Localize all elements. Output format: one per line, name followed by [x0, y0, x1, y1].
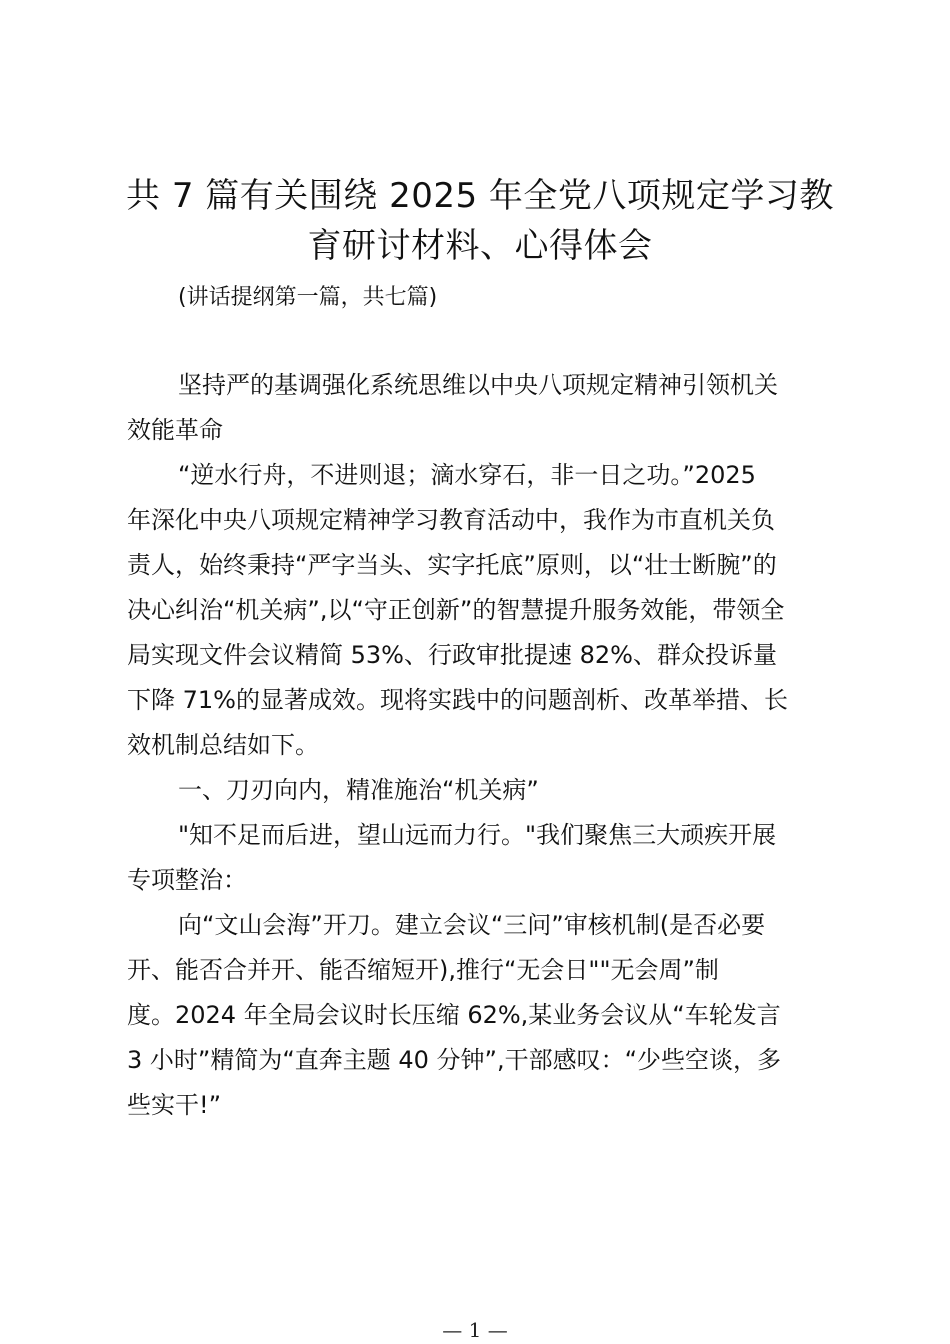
body-line: 年深化中央八项规定精神学习教育活动中，我作为市直机关负: [127, 506, 775, 534]
body-line: 责人，始终秉持“严字当头、实字托底”原则，以“壮士断腕”的: [127, 551, 777, 579]
document-subtitle: (讲话提纲第一篇，共七篇): [178, 285, 438, 310]
section-heading: 一、刀刃向内，精准施治“机关病”: [178, 776, 539, 804]
body-line: 下降 71%的显著成效。现将实践中的问题剖析、改革举措、长: [127, 686, 788, 714]
body-line: 坚持严的基调强化系统思维以中央八项规定精神引领机关: [178, 371, 778, 399]
body-line: 效机制总结如下。: [127, 731, 319, 759]
body-line: 效能革命: [127, 416, 223, 444]
document-title-line-1: 共 7 篇有关围绕 2025 年全党八项规定学习教: [126, 176, 834, 216]
body-line: 些实干!”: [127, 1091, 222, 1119]
body-line: 度。2024 年全局会议时长压缩 62%,某业务会议从“车轮发言: [127, 1001, 781, 1029]
body-line: “逆水行舟，不进则退；滴水穿石，非一日之功。”2025: [178, 461, 756, 489]
body-line: 开、能否合并开、能否缩短开),推行“无会日""无会周”制: [127, 956, 719, 984]
body-line: 专项整治：: [127, 866, 247, 894]
page-number: — 1 —: [442, 1318, 508, 1342]
body-line: 局实现文件会议精简 53%、行政审批提速 82%、群众投诉量: [127, 641, 777, 669]
body-line: 向“文山会海”开刀。建立会议“三问”审核机制(是否必要: [178, 911, 766, 939]
body-line: "知不足而后进，望山远而力行。"我们聚焦三大顽疾开展: [178, 821, 777, 849]
body-line: 决心纠治“机关病”,以“守正创新”的智慧提升服务效能，带领全: [127, 596, 785, 624]
document-title-line-2: 育研讨材料、心得体会: [307, 226, 653, 266]
body-line: 3 小时”精简为“直奔主题 40 分钟”,干部感叹：“少些空谈，多: [127, 1046, 782, 1074]
